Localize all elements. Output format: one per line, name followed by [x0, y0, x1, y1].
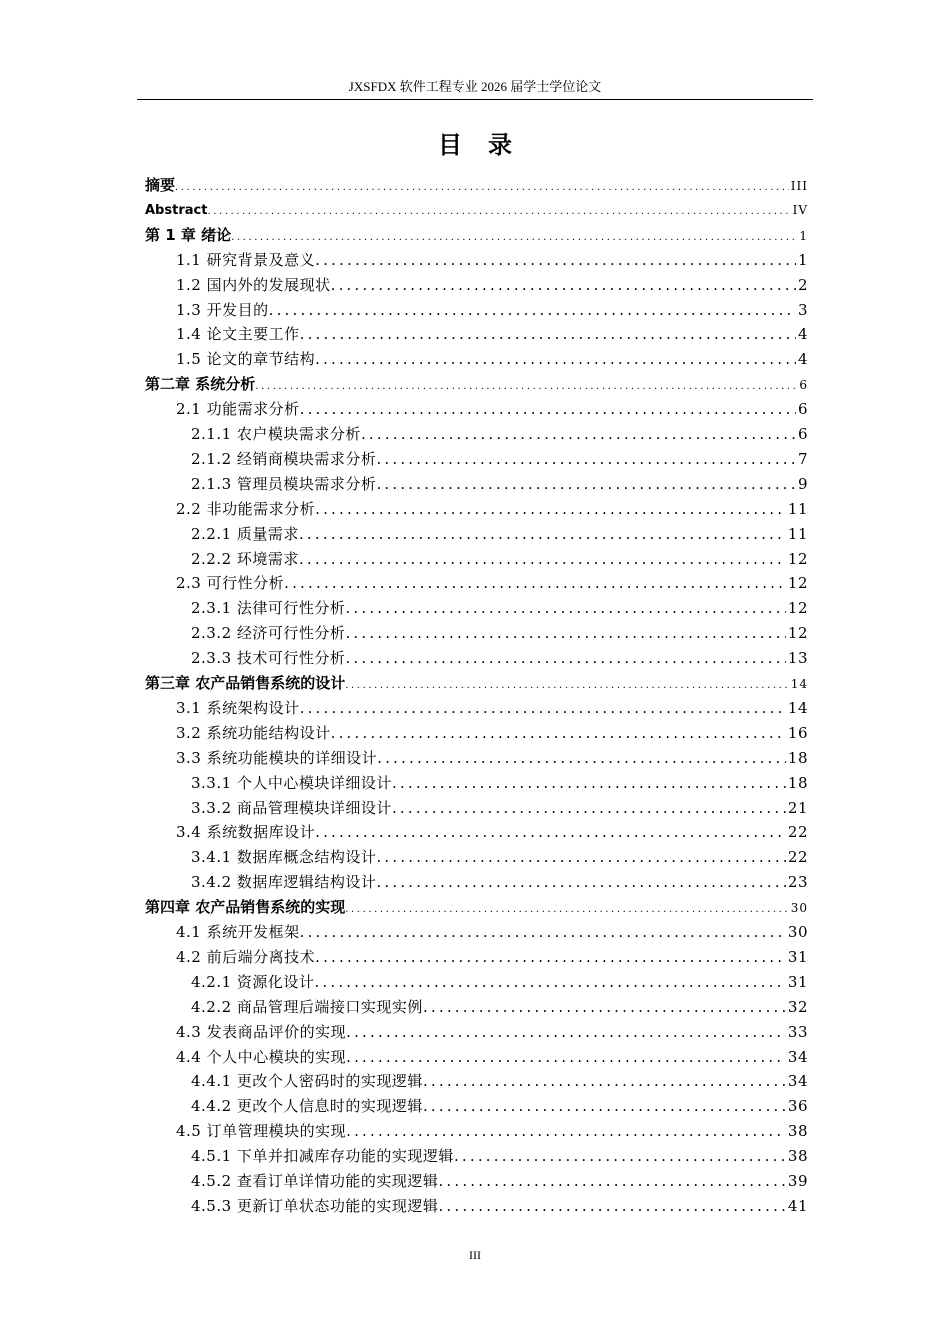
toc-leader-dots: [438, 1169, 785, 1194]
toc-leader-dots: [300, 920, 786, 945]
running-header: JXSFDX 软件工程专业 2026 届学士学位论文: [348, 79, 602, 94]
toc-entry-label: 3.4 系统数据库设计: [176, 823, 316, 842]
toc-leader-dots: [331, 721, 786, 746]
toc-leader-dots: [299, 522, 786, 547]
toc-entry-page: 11: [787, 499, 808, 518]
toc-leader-dots: [345, 897, 788, 920]
toc-entry-page: 39: [787, 1172, 808, 1190]
toc-entry[interactable]: [176, 746, 808, 771]
toc-entry[interactable]: [176, 397, 808, 422]
toc-entry[interactable]: [191, 1144, 808, 1169]
toc-entry-page: 22: [787, 823, 808, 842]
toc-entry-page: 2: [797, 275, 808, 294]
toc-entry[interactable]: [176, 497, 808, 522]
toc-entry[interactable]: [191, 1169, 808, 1194]
toc-leader-dots: [345, 621, 785, 646]
toc-entry-page: 31: [787, 947, 808, 966]
toc-entry-label: 1.4 论文主要工作: [176, 325, 300, 344]
toc-leader-dots: [423, 1094, 786, 1119]
toc-entry-label: 2.1.1 农户模块需求分析: [191, 425, 361, 443]
toc-leader-dots: [361, 422, 796, 447]
toc-entry-page: III: [790, 179, 808, 193]
toc-entry-page: 34: [787, 1047, 808, 1066]
toc-leader-dots: [377, 746, 786, 771]
toc-entry[interactable]: [191, 796, 808, 821]
toc-entry[interactable]: [191, 472, 808, 497]
toc-entry[interactable]: [145, 198, 808, 223]
toc-entry-label: 4.2.1 资源化设计: [191, 972, 315, 991]
toc-entry-label: 第四章 农产品销售系统的实现: [145, 898, 346, 917]
header-rule: [137, 99, 813, 100]
toc-leader-dots: [454, 1144, 786, 1169]
toc-entry[interactable]: [191, 646, 808, 671]
toc-entry-label: 4.5.2 查看订单详情功能的实现逻辑: [191, 1172, 439, 1190]
toc-entry-label: 2.1 功能需求分析: [176, 400, 300, 419]
toc-leader-dots: [346, 1020, 786, 1045]
toc-leader-dots: [255, 374, 797, 397]
toc-entry-label: 4.5.1 下单并扣减库存功能的实现逻辑: [191, 1147, 454, 1166]
toc-entry-label: 2.2 非功能需求分析: [176, 499, 316, 518]
toc-entry-page: 30: [787, 923, 808, 941]
toc-entry-label: 3.3 系统功能模块的详细设计: [176, 748, 378, 767]
toc-entry[interactable]: [145, 372, 808, 397]
toc-entry-page: 38: [787, 1147, 808, 1166]
toc-entry-page: 16: [787, 723, 808, 742]
toc-entry[interactable]: [176, 571, 808, 596]
toc-entry-label: 2.2.2 环境需求: [191, 549, 299, 568]
toc-leader-dots: [345, 646, 785, 671]
toc-entry[interactable]: [191, 870, 808, 895]
toc-entry-page: 34: [787, 1072, 808, 1091]
toc-entry-label: 1.1 研究背景及意义: [176, 250, 316, 269]
toc-entry-page: 38: [787, 1122, 808, 1141]
toc-leader-dots: [299, 547, 786, 572]
toc-entry-label: 4.5.3 更新订单状态功能的实现逻辑: [191, 1196, 439, 1215]
toc-entry-page: 6: [797, 425, 808, 443]
toc-entry-label: 4.5 订单管理模块的实现: [176, 1122, 347, 1141]
toc-entry[interactable]: [145, 173, 808, 198]
toc-entry-label: 3.4.1 数据库概念结构设计: [191, 848, 377, 867]
toc-entry-page: 22: [787, 848, 808, 867]
toc-entry-label: 3.4.2 数据库逻辑结构设计: [191, 873, 377, 892]
toc-entry-page: IV: [792, 202, 808, 217]
toc-leader-dots: [207, 199, 790, 223]
toc-leader-dots: [314, 970, 785, 995]
toc-entry[interactable]: [191, 1194, 808, 1219]
toc-leader-dots: [346, 1119, 786, 1144]
toc-entry-label: 4.2.2 商品管理后端接口实现实例: [191, 997, 423, 1016]
toc-entry[interactable]: [191, 547, 808, 572]
toc-entry[interactable]: [145, 223, 808, 248]
toc-entry-label: 1.5 论文的章节结构: [176, 350, 316, 369]
toc-entry-label: Abstract: [145, 202, 208, 218]
toc-leader-dots: [315, 497, 786, 522]
toc-entry-page: 3: [797, 300, 808, 319]
toc-entry-label: 4.4 个人中心模块的实现: [176, 1047, 347, 1066]
toc-leader-dots: [345, 673, 788, 696]
toc-leader-dots: [438, 1194, 785, 1219]
toc-entry-label: 3.3.1 个人中心模块详细设计: [191, 773, 392, 792]
toc-entry[interactable]: [191, 422, 808, 447]
toc-entry-label: 第 1 章 绪论: [145, 225, 232, 244]
toc-entry-page: 33: [787, 1022, 808, 1041]
toc-leader-dots: [300, 696, 786, 721]
toc-entry[interactable]: [176, 945, 808, 970]
toc-entry[interactable]: [191, 447, 808, 472]
toc-entry[interactable]: [191, 845, 808, 870]
toc-leader-dots: [376, 870, 785, 895]
toc-leader-dots: [331, 273, 796, 298]
toc-entry[interactable]: [176, 1119, 808, 1144]
toc-leader-dots: [231, 225, 797, 248]
toc-leader-dots: [392, 771, 786, 796]
toc-entry[interactable]: [191, 970, 808, 995]
toc-entry[interactable]: [145, 671, 808, 696]
toc-entry-label: 4.1 系统开发框架: [176, 923, 300, 941]
toc-entry-label: 4.3 发表商品评价的实现: [176, 1022, 347, 1041]
toc-entry[interactable]: [176, 920, 808, 945]
toc-entry[interactable]: [145, 895, 808, 920]
toc-entry[interactable]: [191, 621, 808, 646]
toc-entry-label: 2.3.1 法律可行性分析: [191, 599, 346, 618]
toc-leader-dots: [423, 1069, 786, 1094]
toc-entry-label: 4.2 前后端分离技术: [176, 947, 316, 966]
toc-entry-label: 2.2.1 质量需求: [191, 524, 299, 543]
toc-leader-dots: [269, 298, 796, 323]
page-number: III: [469, 1248, 481, 1262]
toc-entry[interactable]: [191, 995, 808, 1020]
toc-entry-page: 6: [799, 378, 808, 393]
toc-entry[interactable]: [176, 322, 808, 347]
toc-entry-page: 13: [787, 649, 808, 668]
toc-entry[interactable]: [176, 721, 808, 746]
toc-entry[interactable]: [176, 298, 808, 323]
toc-leader-dots: [315, 945, 786, 970]
toc-leader-dots: [376, 447, 796, 472]
toc-leader-dots: [175, 175, 789, 198]
toc-entry-page: 4: [797, 350, 808, 369]
toc-entry-label: 2.3 可行性分析: [176, 574, 285, 593]
toc-entry-page: 41: [787, 1196, 808, 1215]
toc-entry-page: 18: [787, 748, 808, 767]
toc-entry[interactable]: [176, 1020, 808, 1045]
toc-entry-label: 第三章 农产品销售系统的设计: [145, 674, 346, 692]
toc-entry-page: 4: [797, 325, 808, 344]
toc-leader-dots: [300, 322, 796, 347]
toc-leader-dots: [315, 820, 786, 845]
toc-entry-page: 32: [787, 997, 808, 1016]
toc-entry[interactable]: [176, 347, 808, 372]
toc-entry[interactable]: [191, 1069, 808, 1094]
toc-leader-dots: [315, 347, 796, 372]
toc-entry-label: 1.3 开发目的: [176, 300, 269, 319]
toc-entry-label: 3.2 系统功能结构设计: [176, 723, 331, 742]
toc-entry-label: 摘要: [145, 176, 176, 194]
toc-entry-page: 30: [790, 901, 808, 916]
toc-entry-label: 2.1.2 经销商模块需求分析: [191, 449, 377, 468]
toc-entry[interactable]: [191, 1094, 808, 1119]
toc-entry-page: 9: [797, 474, 808, 493]
toc-entry-label: 3.1 系统架构设计: [176, 698, 300, 717]
toc-entry-label: 4.4.1 更改个人密码时的实现逻辑: [191, 1072, 423, 1091]
toc-entry[interactable]: [176, 248, 808, 273]
toc-entry-page: 6: [797, 400, 808, 419]
toc-entry-page: 7: [797, 449, 808, 468]
toc-leader-dots: [423, 995, 786, 1020]
toc-entry-page: 11: [787, 524, 808, 543]
toc-leader-dots: [284, 571, 786, 596]
toc-leader-dots: [346, 1045, 786, 1070]
toc-entry-label: 2.3.3 技术可行性分析: [191, 649, 346, 668]
toc-leader-dots: [315, 248, 796, 273]
toc-entry[interactable]: [191, 522, 808, 547]
toc-entry-page: 12: [787, 624, 808, 643]
toc-entry-page: 18: [787, 773, 808, 792]
toc-entry-label: 2.1.3 管理员模块需求分析: [191, 474, 377, 493]
toc-entry-label: 4.4.2 更改个人信息时的实现逻辑: [191, 1097, 423, 1116]
toc-leader-dots: [376, 845, 785, 870]
toc-entry-label: 3.3.2 商品管理模块详细设计: [191, 798, 392, 817]
toc-leader-dots: [300, 397, 796, 422]
toc-entry[interactable]: [176, 1045, 808, 1070]
toc-entry[interactable]: [191, 771, 808, 796]
toc-entry-page: 1: [799, 228, 808, 243]
toc-entry-page: 23: [787, 873, 808, 892]
toc-entry-page: 1: [797, 250, 808, 269]
toc-entry-label: 1.2 国内外的发展现状: [176, 275, 331, 294]
toc-entry[interactable]: [191, 596, 808, 621]
toc-entry-label: 2.3.2 经济可行性分析: [191, 624, 346, 643]
toc-entry-page: 14: [787, 698, 808, 717]
toc-entry[interactable]: [176, 820, 808, 845]
toc-entry-page: 31: [787, 972, 808, 991]
toc-entry-page: 12: [787, 574, 808, 593]
toc-entry-page: 12: [787, 599, 808, 618]
toc-entry-page: 21: [787, 798, 808, 817]
toc-leader-dots: [345, 596, 785, 621]
toc-entry-page: 36: [787, 1097, 808, 1116]
toc-title: 目录: [438, 131, 538, 159]
toc-leader-dots: [392, 796, 786, 821]
toc-entry-page: 12: [787, 549, 808, 568]
toc-entry[interactable]: [176, 273, 808, 298]
toc-entry-page: 14: [790, 677, 808, 691]
toc-leader-dots: [376, 472, 796, 497]
toc-entry-label: 第二章 系统分析: [145, 375, 256, 394]
toc-entry[interactable]: [176, 696, 808, 721]
